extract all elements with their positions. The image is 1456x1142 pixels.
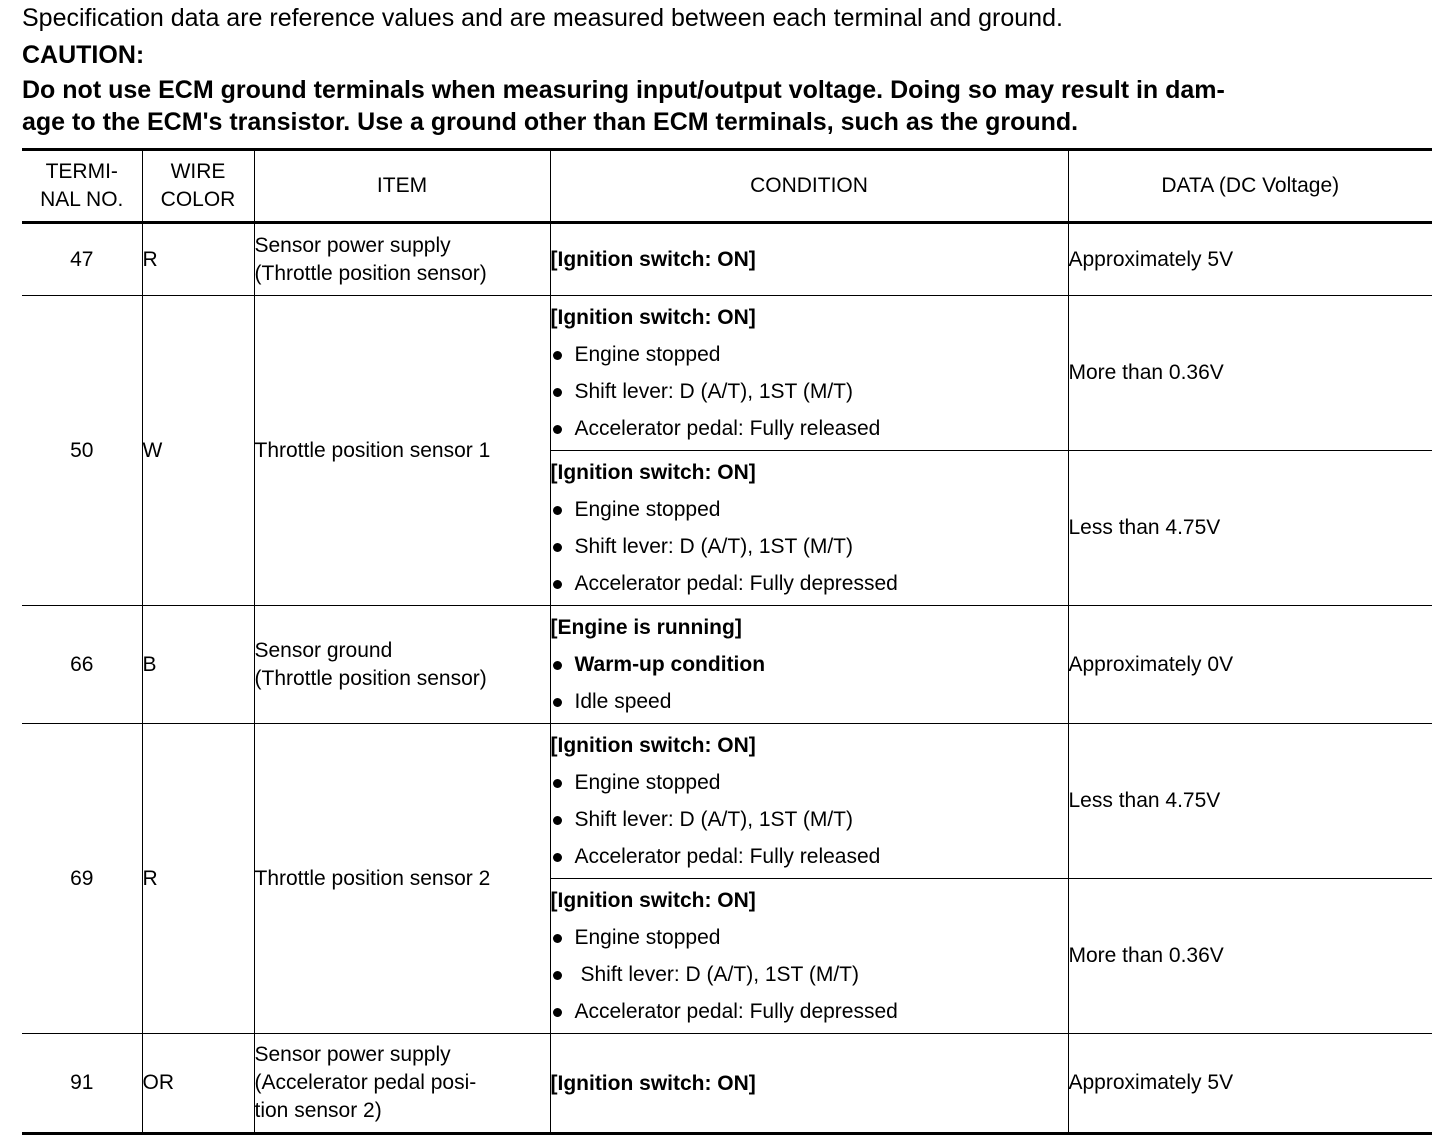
- data-value: Less than 4.75V: [1068, 724, 1432, 879]
- header-data: DATA (DC Voltage): [1068, 150, 1432, 223]
- data-value: Approximately 0V: [1068, 606, 1432, 724]
- terminal-no: 50: [22, 296, 142, 606]
- condition-bullet: Engine stopped: [551, 491, 1068, 528]
- table-header-row: [22, 150, 1432, 223]
- condition-bullet: Accelerator pedal: Fully depressed: [551, 993, 1068, 1030]
- data-value: More than 0.36V: [1068, 879, 1432, 1034]
- item-cell: Sensor ground (Throttle position sensor): [254, 606, 550, 724]
- terminal-spec-table: [22, 148, 1432, 1135]
- header-item: ITEM: [254, 150, 550, 223]
- caution-text: [22, 74, 1434, 138]
- condition-bullet: Shift lever: D (A/T), 1ST (M/T): [551, 801, 1068, 838]
- caution-line-2: age to the ECM's transistor. Use a ground other than ECM terminals, such as the ground.: [22, 108, 1079, 136]
- condition-bullet: Warm-up condition: [551, 646, 1068, 683]
- table-row: [22, 724, 1432, 879]
- terminal-no: 69: [22, 724, 142, 1034]
- condition-bullet: Shift lever: D (A/T), 1ST (M/T): [551, 373, 1068, 410]
- table-row: [22, 296, 1432, 451]
- condition-cell: [550, 296, 1068, 451]
- condition-bullet: Idle speed: [551, 683, 1068, 720]
- condition-bullet: Shift lever: D (A/T), 1ST (M/T): [551, 528, 1068, 565]
- condition-cell: [550, 879, 1068, 1034]
- terminal-no: 47: [22, 223, 142, 296]
- condition-bullet: Accelerator pedal: Fully depressed: [551, 565, 1068, 602]
- item-cell: Throttle position sensor 1: [254, 296, 550, 606]
- condition-heading: [Ignition switch: ON]: [550, 306, 756, 329]
- wire-color: W: [142, 296, 254, 606]
- wire-color: R: [142, 724, 254, 1034]
- header-condition: CONDITION: [550, 150, 1068, 223]
- table-row: [22, 1034, 1432, 1134]
- condition-heading: [Ignition switch: ON]: [550, 734, 756, 757]
- wire-color: OR: [142, 1034, 254, 1134]
- condition-bullet: Engine stopped: [551, 919, 1068, 956]
- header-terminal-no: TERMI- NAL NO.: [22, 150, 142, 223]
- condition-heading: [Engine is running]: [550, 616, 742, 639]
- terminal-no: 66: [22, 606, 142, 724]
- condition-bullet: Engine stopped: [551, 764, 1068, 801]
- condition-cell: [550, 606, 1068, 724]
- condition-heading: [Ignition switch: ON]: [550, 889, 756, 912]
- caution-line-1: Do not use ECM ground terminals when measuring input/output voltage. Doing so may result in dam-: [22, 76, 1225, 104]
- header-wire-color: WIRE COLOR: [142, 150, 254, 223]
- intro-text: Specification data are reference values and are measured between each terminal and ground.: [22, 4, 1063, 32]
- condition-cell: [550, 1034, 1068, 1134]
- table-row: [22, 223, 1432, 296]
- condition-bullet: Accelerator pedal: Fully released: [551, 838, 1068, 875]
- item-cell: Throttle position sensor 2: [254, 724, 550, 1034]
- data-value: Approximately 5V: [1068, 223, 1432, 296]
- terminal-no: 91: [22, 1034, 142, 1134]
- item-cell: Sensor power supply (Throttle position sensor): [254, 223, 550, 296]
- condition-heading: [Ignition switch: ON]: [550, 461, 756, 484]
- caution-title: CAUTION:: [22, 41, 145, 69]
- condition-bullet: Engine stopped: [551, 336, 1068, 373]
- condition-heading: [Ignition switch: ON]: [550, 1071, 756, 1095]
- condition-bullet: Accelerator pedal: Fully released: [551, 410, 1068, 447]
- condition-cell: [550, 223, 1068, 296]
- condition-cell: [550, 451, 1068, 606]
- data-value: Approximately 5V: [1068, 1034, 1432, 1134]
- wire-color: R: [142, 223, 254, 296]
- condition-cell: [550, 724, 1068, 879]
- table-row: [22, 606, 1432, 724]
- data-value: Less than 4.75V: [1068, 451, 1432, 606]
- data-value: More than 0.36V: [1068, 296, 1432, 451]
- condition-bullet: Shift lever: D (A/T), 1ST (M/T): [551, 956, 1068, 993]
- condition-heading: [Ignition switch: ON]: [550, 248, 756, 271]
- wire-color: B: [142, 606, 254, 724]
- item-cell: Sensor power supply (Accelerator pedal posi- tion sensor 2): [254, 1034, 550, 1134]
